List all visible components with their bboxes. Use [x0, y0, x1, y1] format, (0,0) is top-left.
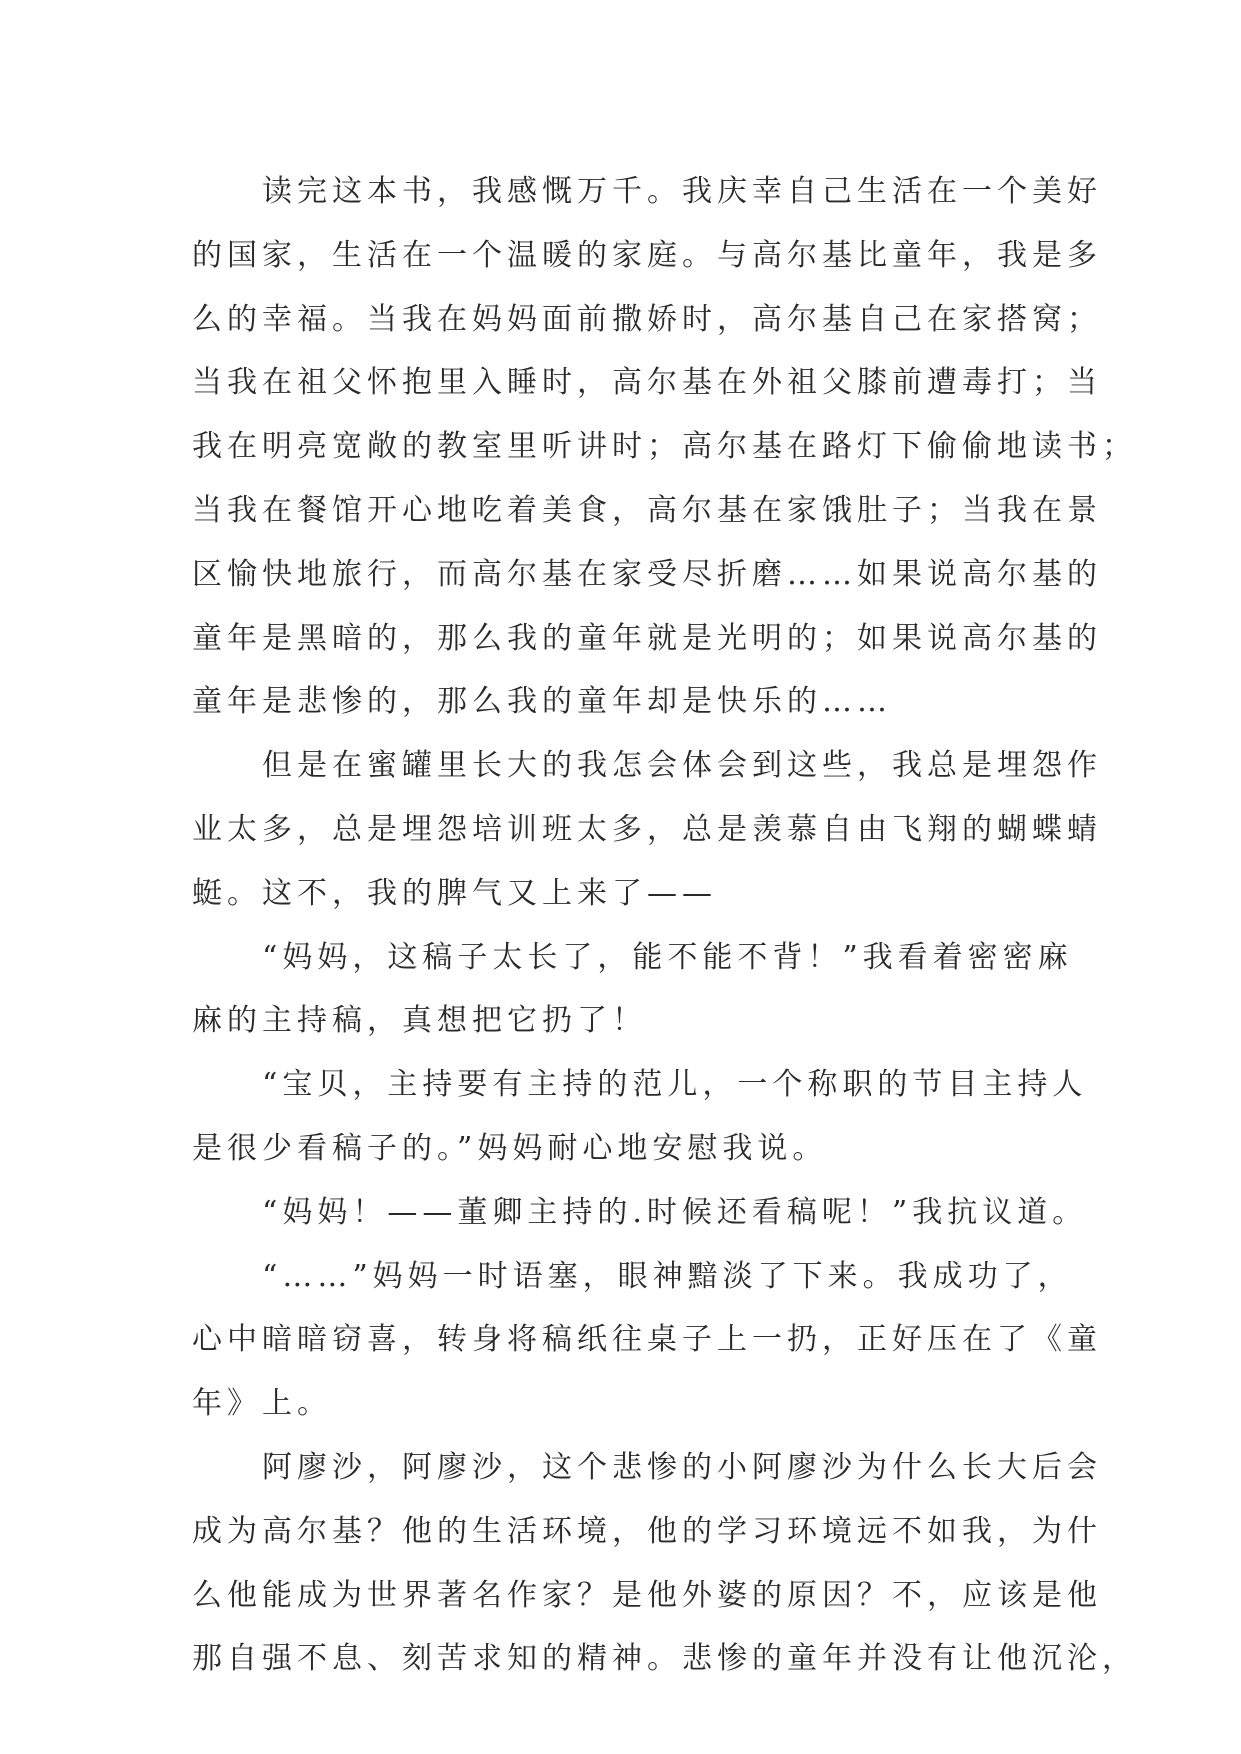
text-line: 蜓。这不，我的脾气又上来了——	[192, 875, 717, 911]
text-line: 当我在餐馆开心地吃着美食，高尔基在家饿肚子；当我在景	[192, 492, 1102, 528]
text-line: “宝贝，主持要有主持的范儿，一个称职的节目主持人	[262, 1067, 1088, 1103]
text-line: 读完这本书，我感慨万千。我庆幸自己生活在一个美好	[262, 174, 1102, 209]
text-line: 区愉快地旅行，而高尔基在家受尽折磨……如果说高尔基的	[192, 556, 1102, 592]
text-line: 心中暗暗窃喜，转身将稿纸往桌子上一扔，正好压在了《童	[192, 1322, 1102, 1358]
text-line: 那自强不息、刻苦求知的精神。悲惨的童年并没有让他沉沦，	[192, 1641, 1137, 1677]
text-line: 年》上。	[192, 1386, 332, 1422]
text-line: 我在明亮宽敞的教室里听讲时；高尔基在路灯下偷偷地读书；	[192, 429, 1137, 465]
text-line: 麻的主持稿，真想把它扔了！	[192, 1003, 647, 1039]
text-line: 是很少看稿子的。”妈妈耐心地安慰我说。	[192, 1130, 828, 1166]
text-line: “妈妈！——董卿主持的.时候还看稿呢！”我抗议道。	[262, 1194, 1088, 1230]
text-line: 业太多，总是埋怨培训班太多，总是羡慕自由飞翔的蝴蝶蜻	[192, 811, 1102, 847]
text-line: 么他能成为世界著名作家？是他外婆的原因？不，应该是他	[192, 1577, 1102, 1613]
text-line: 但是在蜜罐里长大的我怎会体会到这些，我总是埋怨作	[262, 748, 1102, 784]
text-line: 当我在祖父怀抱里入睡时，高尔基在外祖父膝前遭毒打；当	[192, 365, 1102, 401]
text-line: 的国家，生活在一个温暖的家庭。与高尔基比童年，我是多	[192, 237, 1102, 273]
text-line: 阿廖沙，阿廖沙，这个悲惨的小阿廖沙为什么长大后会	[262, 1449, 1102, 1485]
text-line: 童年是黑暗的，那么我的童年就是光明的；如果说高尔基的	[192, 620, 1102, 656]
text-line: 成为高尔基？他的生活环境，他的学习环境远不如我，为什	[192, 1513, 1102, 1549]
body-text	[192, 160, 1137, 1691]
text-line: “……”妈妈一时语塞，眼神黯淡了下来。我成功了，	[262, 1258, 1073, 1294]
text-line: 么的幸福。当我在妈妈面前撒娇时，高尔基自己在家搭窝；	[192, 301, 1102, 337]
text-line: “妈妈，这稿子太长了，能不能不背！”我看着密密麻	[262, 939, 1073, 975]
text-line: 童年是悲惨的，那么我的童年却是快乐的……	[192, 684, 892, 720]
